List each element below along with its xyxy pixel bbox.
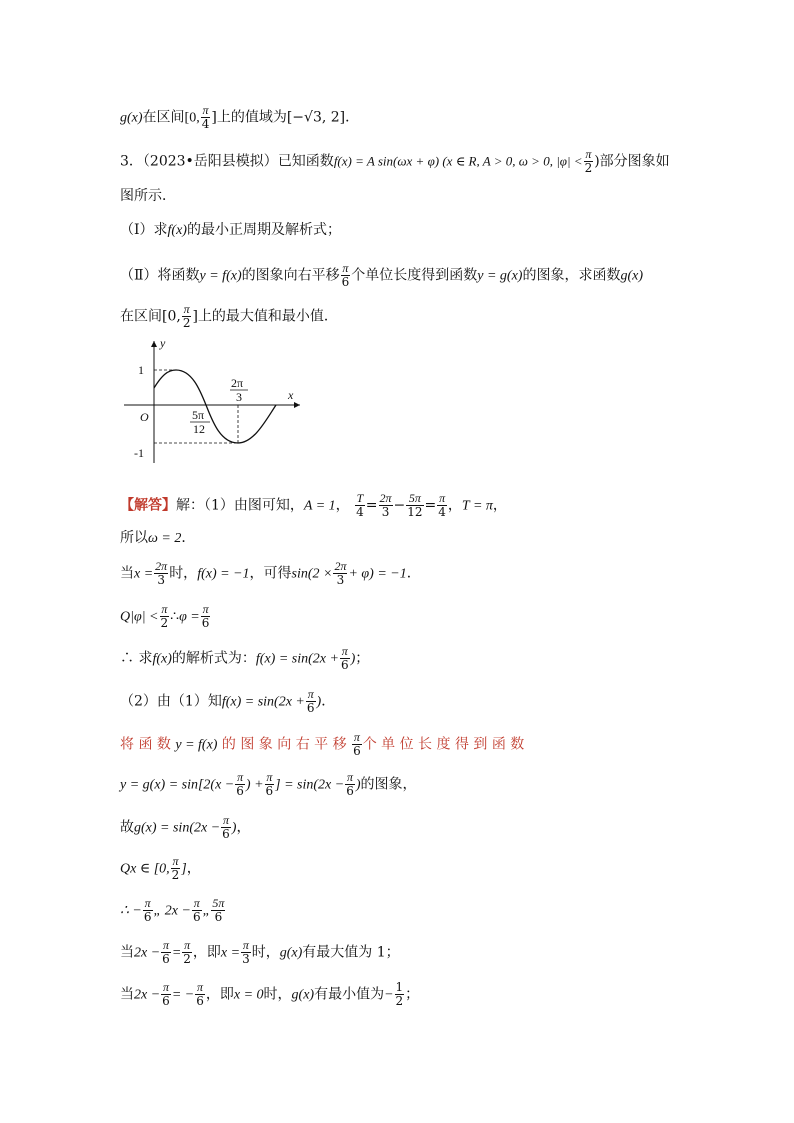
expr: A = 1 — [303, 498, 336, 514]
denominator: 6 — [306, 701, 315, 715]
solution-line-12 — [120, 939, 400, 966]
denominator: 6 — [143, 910, 152, 924]
solution-line-13 — [120, 981, 419, 1008]
problem-number: 3． — [120, 153, 143, 170]
tick-label-1: 1 — [138, 363, 144, 377]
solution-line-2 — [120, 528, 195, 549]
problem-3-line-1 — [120, 148, 670, 175]
numerator: π — [222, 813, 229, 827]
text: 在区间 — [120, 308, 162, 325]
denominator: 6 — [236, 784, 244, 798]
expr: = — [171, 945, 182, 961]
denominator: 6 — [346, 784, 354, 798]
expr: sin(2 × — [291, 566, 333, 582]
expr: = — [424, 497, 437, 514]
expr: g(x) — [279, 945, 303, 961]
denominator: 6 — [340, 658, 349, 672]
fraction — [161, 939, 171, 966]
text: 所以 — [120, 530, 148, 546]
expr: g(x) — [620, 268, 643, 284]
expr: f(x) = sin(2x + — [221, 694, 305, 710]
denominator: 6 — [214, 910, 223, 924]
solution-line-7 — [120, 731, 524, 758]
numerator: π — [202, 602, 209, 616]
solution-line-4 — [120, 603, 211, 630]
numerator: 5π — [212, 896, 225, 910]
numerator: π — [242, 938, 249, 952]
solution-line-9 — [120, 814, 250, 841]
expr: 2x − — [134, 987, 161, 1003]
denominator: 2 — [183, 952, 191, 966]
problem-source: （2023•岳阳县模拟） — [142, 153, 278, 170]
tick-label-5pi12-den: 12 — [193, 422, 205, 436]
numerator: π — [202, 103, 209, 117]
expr: ) — [316, 694, 322, 710]
text: 的解析式为： — [171, 650, 256, 667]
x-axis-label: x — [288, 388, 294, 402]
text: ∴ — [170, 608, 180, 625]
numerator: π — [307, 687, 314, 701]
fraction — [437, 492, 447, 519]
fraction — [265, 771, 275, 798]
text: （2）由（1）知 — [120, 693, 222, 710]
fraction — [395, 981, 405, 1008]
text: 时， — [251, 944, 280, 961]
fraction — [154, 560, 168, 587]
text: 有最小值为 — [314, 986, 385, 1003]
expr: ] — [211, 109, 217, 126]
expr: T = π — [461, 498, 493, 514]
denominator: 2 — [171, 868, 180, 882]
text: 有最大值为 1； — [302, 944, 400, 961]
text: 部分图象如 — [599, 153, 670, 170]
numerator: π — [144, 896, 151, 910]
text: 在区间 — [142, 109, 185, 126]
text: 的图象，求函数 — [522, 267, 621, 284]
expr: Q — [120, 861, 131, 877]
fraction — [201, 104, 211, 131]
numerator: 2π — [379, 491, 392, 505]
expr: [0, — [184, 110, 200, 126]
text: ． — [181, 530, 196, 546]
expr: x = — [134, 566, 154, 582]
tick-label-neg1: -1 — [134, 446, 144, 460]
text: ， — [335, 497, 350, 514]
solution-line-1 — [120, 492, 507, 519]
denominator: 4 — [201, 117, 210, 131]
numerator: 5π — [406, 492, 423, 506]
expr: φ = — [179, 609, 200, 625]
numerator: π — [353, 730, 360, 744]
expr: ) — [355, 777, 361, 793]
problem-3-part-2-cont — [120, 303, 338, 330]
text: 当 — [120, 565, 134, 582]
numerator: π — [184, 938, 191, 952]
denominator: 6 — [192, 910, 201, 924]
denominator: 6 — [341, 275, 350, 289]
fraction — [241, 939, 251, 966]
numerator: π — [585, 147, 592, 161]
y-axis-label: y — [160, 336, 166, 350]
numerator: π — [162, 938, 169, 952]
numerator: π — [439, 491, 446, 505]
fraction — [345, 771, 355, 798]
fraction — [352, 731, 362, 758]
fraction — [161, 981, 171, 1008]
fraction — [235, 771, 245, 798]
denominator: 2 — [182, 316, 191, 330]
expr: „ 2x − — [153, 903, 191, 919]
numerator: π — [347, 770, 354, 784]
expr: f(x) = sin(2x + — [255, 651, 339, 667]
text: 的最小正周期及解析式； — [186, 222, 341, 238]
expr: „ — [202, 903, 211, 919]
expr: ] — [192, 308, 198, 325]
fraction — [211, 897, 225, 924]
text: ； — [405, 986, 420, 1003]
expr: g(x) = sin(2x − — [134, 820, 221, 836]
text: 的 图 象 向 右 平 移 — [221, 736, 347, 753]
text: 将 函 数 — [120, 736, 171, 753]
answer-tag: 【解答】 — [120, 497, 176, 514]
denominator: 3 — [381, 505, 390, 519]
fraction — [340, 645, 350, 672]
sine-curve — [154, 370, 276, 443]
denominator: 6 — [196, 994, 204, 1008]
numerator: 1 — [395, 980, 404, 994]
numerator: π — [162, 980, 169, 994]
text: 解：（1）由图可知， — [176, 497, 304, 514]
text: ，即 — [205, 986, 234, 1003]
tick-label-2pi3-den: 3 — [236, 390, 242, 404]
text: 个单位长度得到函数 — [351, 267, 478, 284]
expr: g(x) — [291, 987, 315, 1003]
numerator: π — [197, 980, 204, 994]
expr: g(x) — [120, 110, 143, 126]
solution-line-5 — [120, 645, 369, 672]
numerator: 2π — [334, 559, 347, 573]
text: 图所示． — [120, 188, 176, 204]
text: 的图象， — [360, 776, 417, 793]
denominator: 6 — [201, 616, 210, 630]
text: 时， — [169, 565, 198, 582]
problem-3-part-2 — [120, 262, 643, 289]
tick-label-2pi3-num: 2π — [231, 376, 244, 390]
denominator: 6 — [265, 784, 274, 798]
expr: y = g(x) = sin[2(x − — [120, 777, 235, 793]
denominator: 4 — [356, 505, 364, 519]
fraction — [143, 897, 153, 924]
denominator: 3 — [157, 573, 165, 587]
origin-label: O — [140, 410, 149, 424]
expr: ω = 2 — [148, 531, 182, 546]
numerator: π — [266, 770, 273, 784]
problem-3-line-2 — [120, 186, 176, 206]
expr: f(x) = A sin(ωx + φ) (x ∈ R, A > 0, ω > 0, |φ| < — [333, 153, 583, 169]
text: ． — [321, 693, 336, 710]
text: ． — [406, 565, 421, 582]
expr: − — [393, 497, 406, 514]
expr: ) — [350, 651, 356, 667]
expr: x = — [220, 945, 241, 961]
text: ， — [492, 497, 507, 514]
solution-line-11 — [120, 897, 226, 924]
expr: = − — [171, 987, 195, 1003]
expr: x = 0 — [233, 987, 264, 1003]
denominator: 4 — [438, 505, 446, 519]
fraction — [171, 855, 181, 882]
fraction — [182, 939, 192, 966]
solution-line-8 — [120, 771, 417, 798]
expr: Q|φ| < — [120, 609, 159, 625]
expr: f(x) = −1 — [197, 566, 250, 582]
numerator: T — [356, 491, 364, 505]
text: ； — [355, 650, 370, 667]
expr: ] = sin(2x − — [275, 777, 345, 793]
text: 上的值域为 — [216, 109, 287, 126]
text: （Ⅰ）求 — [120, 222, 168, 238]
denominator: 2 — [160, 616, 169, 630]
fraction — [306, 688, 316, 715]
text: 时， — [263, 986, 292, 1003]
text: 故 — [120, 819, 134, 836]
fraction — [201, 603, 211, 630]
text: ∴ 求 — [120, 650, 153, 667]
expr: [0, — [162, 308, 181, 325]
text: 上的最大值和最小值． — [197, 308, 338, 325]
numerator: π — [161, 602, 168, 616]
text: 当 — [120, 944, 134, 961]
expr: x ∈ [0, — [130, 861, 170, 877]
text: 当 — [120, 986, 134, 1003]
expr: ) + — [245, 777, 264, 793]
text: 个 单 位 长 度 得 到 函 数 — [362, 736, 525, 753]
denominator: 6 — [162, 994, 170, 1008]
expr: y = f(x) — [199, 268, 242, 284]
numerator: π — [183, 302, 190, 316]
expr: ] — [181, 861, 187, 877]
solution-line-10 — [120, 855, 201, 882]
fraction — [160, 603, 170, 630]
tick-label-5pi12-num: 5π — [192, 408, 205, 422]
fraction — [221, 814, 231, 841]
text: 已知函数 — [277, 153, 334, 170]
text: 的图象向右平移 — [241, 267, 340, 284]
text: （Ⅱ）将函数 — [120, 267, 200, 284]
fraction — [333, 560, 347, 587]
solution-line-3 — [120, 560, 421, 587]
fraction — [355, 492, 365, 519]
denominator: 6 — [162, 952, 170, 966]
problem-3-part-1 — [120, 220, 341, 241]
denominator: 2 — [584, 161, 593, 175]
fraction — [379, 492, 393, 519]
sine-graph — [120, 335, 320, 470]
expr: = — [365, 497, 378, 514]
expr: f(x) — [152, 651, 172, 667]
expr: ) — [231, 820, 237, 836]
expr: + φ) = −1 — [348, 566, 407, 582]
text: ，即 — [192, 944, 221, 961]
text: ． — [345, 109, 360, 126]
text: ， — [447, 497, 462, 514]
numerator: π — [342, 261, 349, 275]
denominator: 3 — [242, 952, 250, 966]
fraction — [406, 492, 423, 519]
denominator: 12 — [407, 505, 423, 519]
fraction — [584, 148, 594, 175]
expr: y = g(x) — [477, 268, 523, 284]
expr: y = f(x) — [175, 737, 218, 753]
denominator: 3 — [336, 573, 345, 587]
numerator: π — [172, 854, 179, 868]
expr: 2x − — [134, 945, 161, 961]
expr: [−√3, 2] — [286, 109, 346, 126]
denominator: 6 — [353, 744, 361, 758]
expr: f(x) — [167, 223, 187, 238]
numerator: 2π — [155, 559, 168, 573]
expr: − — [384, 987, 394, 1003]
numerator: π — [237, 770, 244, 784]
expr: ∴ − — [120, 903, 142, 919]
fraction — [195, 981, 205, 1008]
numerator: π — [341, 644, 348, 658]
numerator: π — [193, 896, 200, 910]
fraction — [192, 897, 202, 924]
denominator: 6 — [222, 827, 230, 841]
fraction — [182, 303, 192, 330]
text: ， — [186, 860, 201, 877]
text: ，可得 — [249, 565, 292, 582]
text: ， — [236, 819, 251, 836]
denominator: 2 — [395, 994, 404, 1008]
text-line-1 — [120, 104, 359, 131]
expr: ) — [594, 153, 600, 170]
solution-line-6 — [120, 688, 335, 715]
fraction — [341, 262, 351, 289]
